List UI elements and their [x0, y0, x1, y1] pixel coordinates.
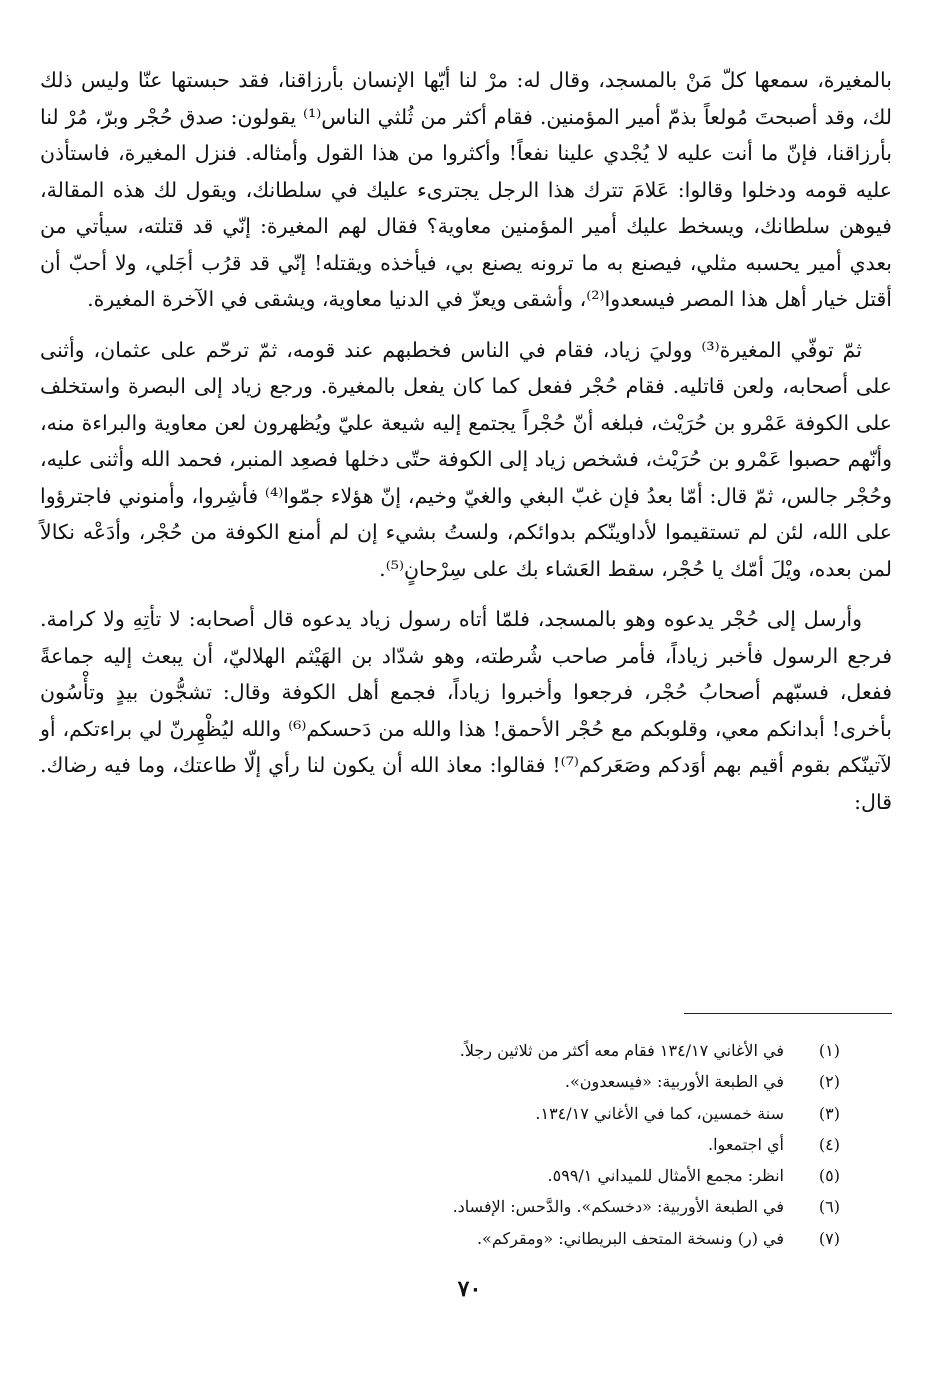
footnote-text: سنة خمسين، كما في الأغاني ١٣٤/١٧. [535, 1103, 784, 1123]
page-number: ٧٠ [457, 1276, 482, 1302]
footnote-number: (١) [818, 1041, 840, 1060]
footnote-number: (٥) [818, 1166, 840, 1186]
footnote-text: في الأغاني ١٣٤/١٧ فقام معه أكثر من ثلاثين رجلاً. [459, 1041, 784, 1060]
footnote-3 [300, 1098, 840, 1129]
footnote-number: (٦) [818, 1197, 840, 1217]
footnote-1 [300, 1035, 840, 1066]
footnote-text: في الطبعة الأوربية: «فيسعدون». [564, 1072, 784, 1092]
footnote-number: (٢) [818, 1072, 840, 1092]
footnote-number: (٧) [818, 1228, 840, 1248]
footnote-number: (٤) [818, 1134, 840, 1154]
footnote-6 [300, 1191, 840, 1222]
paragraph-2: ثمّ توفّي المغيرة⁽³⁾ ووليَ زياد، فقام في الناس فخطبهم عند قومه، ثمّ ترحّم على عثمان، وأثنى على أصحابه، ولعن قاتليه. فقام حُجْر ففعل كما كان يفعل بالمغيرة. ورجع زياد إلى البصرة واستخلف على الكوفة عَمْرو بن حُرَيْث، فبلغه أنّ حُجْراً يجتمع إليه شيعة عليّ ويُظهرون لعن معاوية والبراءة منه، وأنّهم حصبوا عَمْرو بن حُرَيْث، فشخص زياد إلى الكوفة حتّى دخلها فصعِد المنبر، فحمد الله وأثنى عليه، وحُجْر جالس، ثمّ قال: أمّا بعدُ فإن غبّ البغي والغيّ وخيم، إنّ هؤلاء جمّوا⁽⁴⁾ فأشِروا، وأمنوني فاجترؤوا على الله، لئن لم تستقيموا لأداوينّكم بدوائكم، ولستُ بشيء إن لم أمنع الكوفة من حُجْر، وأدَعْه نكالاً لمن بعده، ويْلَ أمّك يا حُجْر، سقط العَشاء بك على سِرْحانٍ⁽⁵⁾. [40, 337, 893, 581]
footnote-5 [300, 1160, 840, 1191]
footnote-separator [684, 1013, 892, 1014]
main-text-block [40, 62, 892, 820]
footnote-text: انظر: مجمع الأمثال للميداني ٥٩٩/١. [547, 1166, 784, 1186]
footnote-2 [300, 1066, 840, 1097]
footnote-number: (٣) [818, 1103, 840, 1123]
footnote-text: أي اجتمعوا. [708, 1134, 784, 1154]
footnote-text: في (ر) ونسخة المتحف البريطاني: «ومقركم». [476, 1228, 784, 1248]
footnote-4 [300, 1129, 840, 1160]
paragraph-1: بالمغيرة، سمعها كلّ مَنْ بالمسجد، وقال له: مرْ لنا أيّها الإنسان بأرزاقنا، فقد حبستها عنّا وليس ذلك لك، وقد أصبحتَ مُولعاً بذمّ أمير المؤمنين. فقام أكثر من ثُلثي الناس⁽¹⁾ يقولون: صدق حُجْر وبرّ، مُرْ لنا بأرزاقنا، فإنّ ما أنت عليه لا يُجْدي علينا نفعاً! وأكثروا من هذا القول وأمثاله. فنزل المغيرة، فاستأذن عليه قومه ودخلوا وقالوا: عَلامَ تترك هذا الرجل يجترىء عليك في سلطانك، ويقول لك هذه المقالة، فيوهن سلطانك، ويسخط عليك أمير المؤمنين معاوية؟ فقال لهم المغيرة: إنّي قد قتلته، سيأتي من بعدي أمير يحسبه مثلي، فيصنع به ما ترونه يصنع بي، فيأخذه ويقتله! إنّي قد قرُب أجَلي، ولا أحبّ أن أقتل خيار أهل هذا المصر فيسعدوا⁽²⁾، وأشقى ويعزّ في الدنيا معاوية، ويشقى في الآخرة المغيرة. [40, 68, 892, 311]
footnote-7 [300, 1223, 840, 1254]
footnote-text: في الطبعة الأوربية: «دخسكم». والدَّحس: الإفساد. [452, 1197, 784, 1217]
paragraph-3: وأرسل إلى حُجْر يدعوه وهو بالمسجد، فلمّا أتاه رسول زياد يدعوه قال أصحابه: لا تأتِهِ ولا كرامة. فرجع الرسول فأخبر زياداً، فأمر صاحب شُرطته، وهو شدّاد بن الهَيْثم الهلاليّ، أن يبعث إليه جماعةً ففعل، فسبّهم أصحابُ حُجْر، فرجعوا وأخبروا زياداً، فجمع أهل الكوفة وقال: تشجُّون بيدٍ وتأْسُون بأخرى! أبدانكم معي، وقلوبكم مع حُجْر الأحمق! هذا والله من دَحسكم⁽⁶⁾ والله ليُظْهِرنّ لي براءتكم، أو لآتينّكم بقوم أقيم بهم أوَدكم وصَعَركم⁽⁷⁾! فقالوا: معاذ الله أن يكون لنا رأي إلّا طاعتك، وما فيه رضاك. قال: [40, 607, 893, 814]
footnotes-list [300, 1035, 840, 1254]
